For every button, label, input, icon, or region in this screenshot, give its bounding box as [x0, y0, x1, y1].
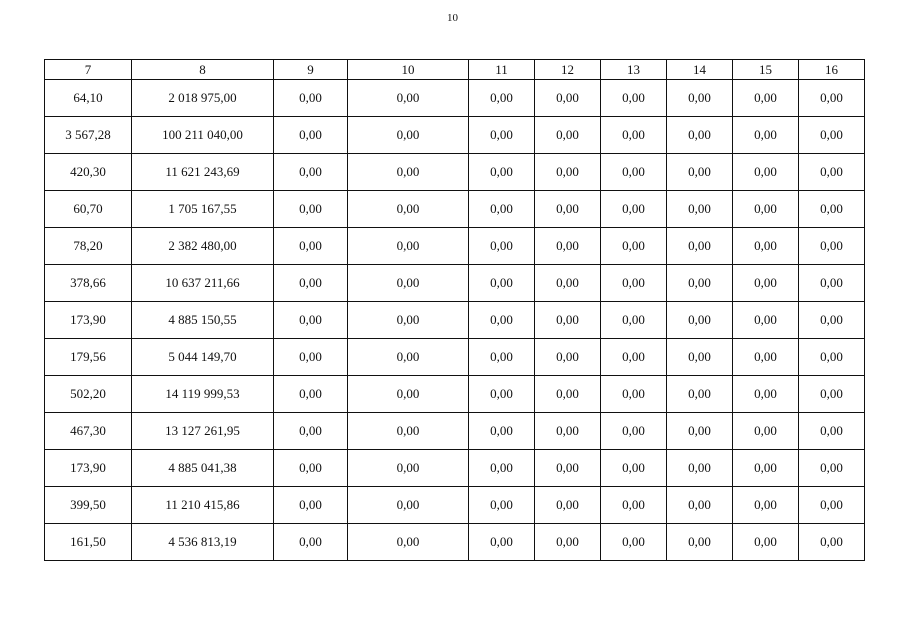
table-cell: 0,00: [601, 524, 667, 561]
table-cell: 100 211 040,00: [132, 117, 274, 154]
table-cell: 0,00: [733, 154, 799, 191]
table-cell: 0,00: [535, 413, 601, 450]
table-cell: 0,00: [274, 450, 348, 487]
table-cell: 0,00: [274, 228, 348, 265]
table-cell: 0,00: [469, 154, 535, 191]
table-cell: 0,00: [733, 339, 799, 376]
table-cell: 0,00: [535, 302, 601, 339]
table-cell: 0,00: [667, 524, 733, 561]
table-cell: 0,00: [667, 450, 733, 487]
table-cell: 11 621 243,69: [132, 154, 274, 191]
table-cell: 0,00: [667, 339, 733, 376]
table-cell: 60,70: [45, 191, 132, 228]
table-cell: 0,00: [469, 376, 535, 413]
table-cell: 0,00: [733, 524, 799, 561]
table-cell: 1 705 167,55: [132, 191, 274, 228]
table-cell: 0,00: [274, 191, 348, 228]
table-cell: 0,00: [667, 191, 733, 228]
table-cell: 0,00: [799, 524, 865, 561]
table-cell: 173,90: [45, 302, 132, 339]
table-cell: 0,00: [601, 80, 667, 117]
table-cell: 0,00: [733, 302, 799, 339]
table-cell: 0,00: [469, 265, 535, 302]
table-cell: 0,00: [469, 117, 535, 154]
table-cell: 0,00: [469, 524, 535, 561]
table-cell: 0,00: [601, 487, 667, 524]
table-cell: 0,00: [535, 339, 601, 376]
table-cell: 161,50: [45, 524, 132, 561]
table-cell: 0,00: [799, 154, 865, 191]
table-cell: 4 885 041,38: [132, 450, 274, 487]
table-cell: 0,00: [535, 524, 601, 561]
table-cell: 0,00: [535, 450, 601, 487]
table-cell: 0,00: [348, 487, 469, 524]
table-cell: 11 210 415,86: [132, 487, 274, 524]
table-cell: 0,00: [733, 228, 799, 265]
table-cell: 0,00: [667, 413, 733, 450]
table-cell: 179,56: [45, 339, 132, 376]
table-cell: 0,00: [601, 413, 667, 450]
column-header: 14: [667, 60, 733, 80]
table-cell: 0,00: [601, 117, 667, 154]
table-cell: 0,00: [535, 80, 601, 117]
table-cell: 0,00: [799, 302, 865, 339]
table-cell: 0,00: [535, 376, 601, 413]
table-cell: 0,00: [601, 339, 667, 376]
page-number: 10: [447, 12, 458, 24]
table-row: [45, 80, 865, 117]
table-cell: 0,00: [799, 413, 865, 450]
table-cell: 0,00: [667, 154, 733, 191]
column-header: 15: [733, 60, 799, 80]
table-row: [45, 487, 865, 524]
table-row: [45, 228, 865, 265]
table-cell: 0,00: [799, 376, 865, 413]
table-cell: 4 885 150,55: [132, 302, 274, 339]
table-body: [45, 80, 865, 561]
table-cell: 0,00: [799, 228, 865, 265]
table-cell: 0,00: [348, 80, 469, 117]
table-cell: 0,00: [601, 228, 667, 265]
table-cell: 0,00: [274, 265, 348, 302]
table-cell: 0,00: [348, 265, 469, 302]
table-cell: 467,30: [45, 413, 132, 450]
table-cell: 0,00: [348, 450, 469, 487]
table-cell: 0,00: [348, 302, 469, 339]
table-cell: 14 119 999,53: [132, 376, 274, 413]
table-cell: 0,00: [667, 117, 733, 154]
table-cell: 5 044 149,70: [132, 339, 274, 376]
table-cell: 0,00: [733, 450, 799, 487]
table-cell: 0,00: [733, 487, 799, 524]
table-cell: 0,00: [667, 265, 733, 302]
table-row: [45, 450, 865, 487]
table-row: [45, 191, 865, 228]
table-row: [45, 524, 865, 561]
table-cell: 78,20: [45, 228, 132, 265]
table-cell: 0,00: [799, 265, 865, 302]
table-cell: 0,00: [535, 191, 601, 228]
table-cell: 0,00: [733, 191, 799, 228]
table-row: [45, 413, 865, 450]
table-cell: 0,00: [469, 450, 535, 487]
table-cell: 0,00: [733, 413, 799, 450]
column-header: 7: [45, 60, 132, 80]
table-row: [45, 339, 865, 376]
table-row: [45, 265, 865, 302]
column-header: 9: [274, 60, 348, 80]
table-cell: 3 567,28: [45, 117, 132, 154]
table-cell: 0,00: [348, 191, 469, 228]
table-cell: 0,00: [667, 376, 733, 413]
table-cell: 0,00: [799, 191, 865, 228]
table-cell: 10 637 211,66: [132, 265, 274, 302]
table-cell: 0,00: [535, 117, 601, 154]
table-cell: 0,00: [348, 524, 469, 561]
column-header: 8: [132, 60, 274, 80]
table-cell: 0,00: [535, 265, 601, 302]
table-cell: 13 127 261,95: [132, 413, 274, 450]
table-cell: 0,00: [348, 413, 469, 450]
data-table: [44, 59, 865, 561]
table-cell: 0,00: [274, 376, 348, 413]
table-cell: 420,30: [45, 154, 132, 191]
table-cell: 0,00: [348, 228, 469, 265]
table-cell: 0,00: [601, 376, 667, 413]
table-cell: 0,00: [733, 376, 799, 413]
column-header: 12: [535, 60, 601, 80]
table-cell: 0,00: [274, 339, 348, 376]
table-cell: 0,00: [535, 154, 601, 191]
table-cell: 0,00: [348, 117, 469, 154]
table-cell: 0,00: [799, 339, 865, 376]
table-cell: 0,00: [469, 413, 535, 450]
table-cell: 0,00: [469, 487, 535, 524]
table-cell: 64,10: [45, 80, 132, 117]
table-cell: 378,66: [45, 265, 132, 302]
column-header: 11: [469, 60, 535, 80]
table-cell: 0,00: [733, 80, 799, 117]
table-cell: 0,00: [799, 487, 865, 524]
table-cell: 0,00: [667, 302, 733, 339]
table-cell: 0,00: [535, 487, 601, 524]
table-cell: 0,00: [348, 376, 469, 413]
column-header: 16: [799, 60, 865, 80]
table-cell: 0,00: [601, 302, 667, 339]
table-row: [45, 376, 865, 413]
header-row: [45, 60, 865, 80]
table-cell: 0,00: [667, 80, 733, 117]
table-cell: 0,00: [601, 154, 667, 191]
table-cell: 0,00: [469, 80, 535, 117]
table-cell: 0,00: [274, 524, 348, 561]
table-cell: 2 382 480,00: [132, 228, 274, 265]
table-cell: 0,00: [469, 191, 535, 228]
table-cell: 0,00: [667, 228, 733, 265]
table-cell: 399,50: [45, 487, 132, 524]
table-cell: 0,00: [274, 154, 348, 191]
table-cell: 0,00: [469, 339, 535, 376]
table-cell: 0,00: [733, 117, 799, 154]
table-cell: 0,00: [274, 80, 348, 117]
table-cell: 0,00: [274, 302, 348, 339]
table-header: [45, 60, 865, 80]
table-cell: 0,00: [799, 80, 865, 117]
column-header: 13: [601, 60, 667, 80]
table-cell: 0,00: [469, 228, 535, 265]
column-header: 10: [348, 60, 469, 80]
table-cell: 0,00: [667, 487, 733, 524]
table-cell: 0,00: [469, 302, 535, 339]
table-cell: 0,00: [348, 339, 469, 376]
table-cell: 4 536 813,19: [132, 524, 274, 561]
table-cell: 0,00: [535, 228, 601, 265]
table-cell: 0,00: [799, 450, 865, 487]
table-row: [45, 302, 865, 339]
table-cell: 0,00: [601, 191, 667, 228]
table-cell: 0,00: [799, 117, 865, 154]
table-cell: 0,00: [733, 265, 799, 302]
table-cell: 0,00: [601, 450, 667, 487]
table-row: [45, 117, 865, 154]
table-cell: 2 018 975,00: [132, 80, 274, 117]
table-cell: 502,20: [45, 376, 132, 413]
table-cell: 0,00: [274, 487, 348, 524]
table-cell: 0,00: [274, 117, 348, 154]
table-row: [45, 154, 865, 191]
table-cell: 0,00: [601, 265, 667, 302]
table-cell: 0,00: [348, 154, 469, 191]
table-cell: 173,90: [45, 450, 132, 487]
table-cell: 0,00: [274, 413, 348, 450]
